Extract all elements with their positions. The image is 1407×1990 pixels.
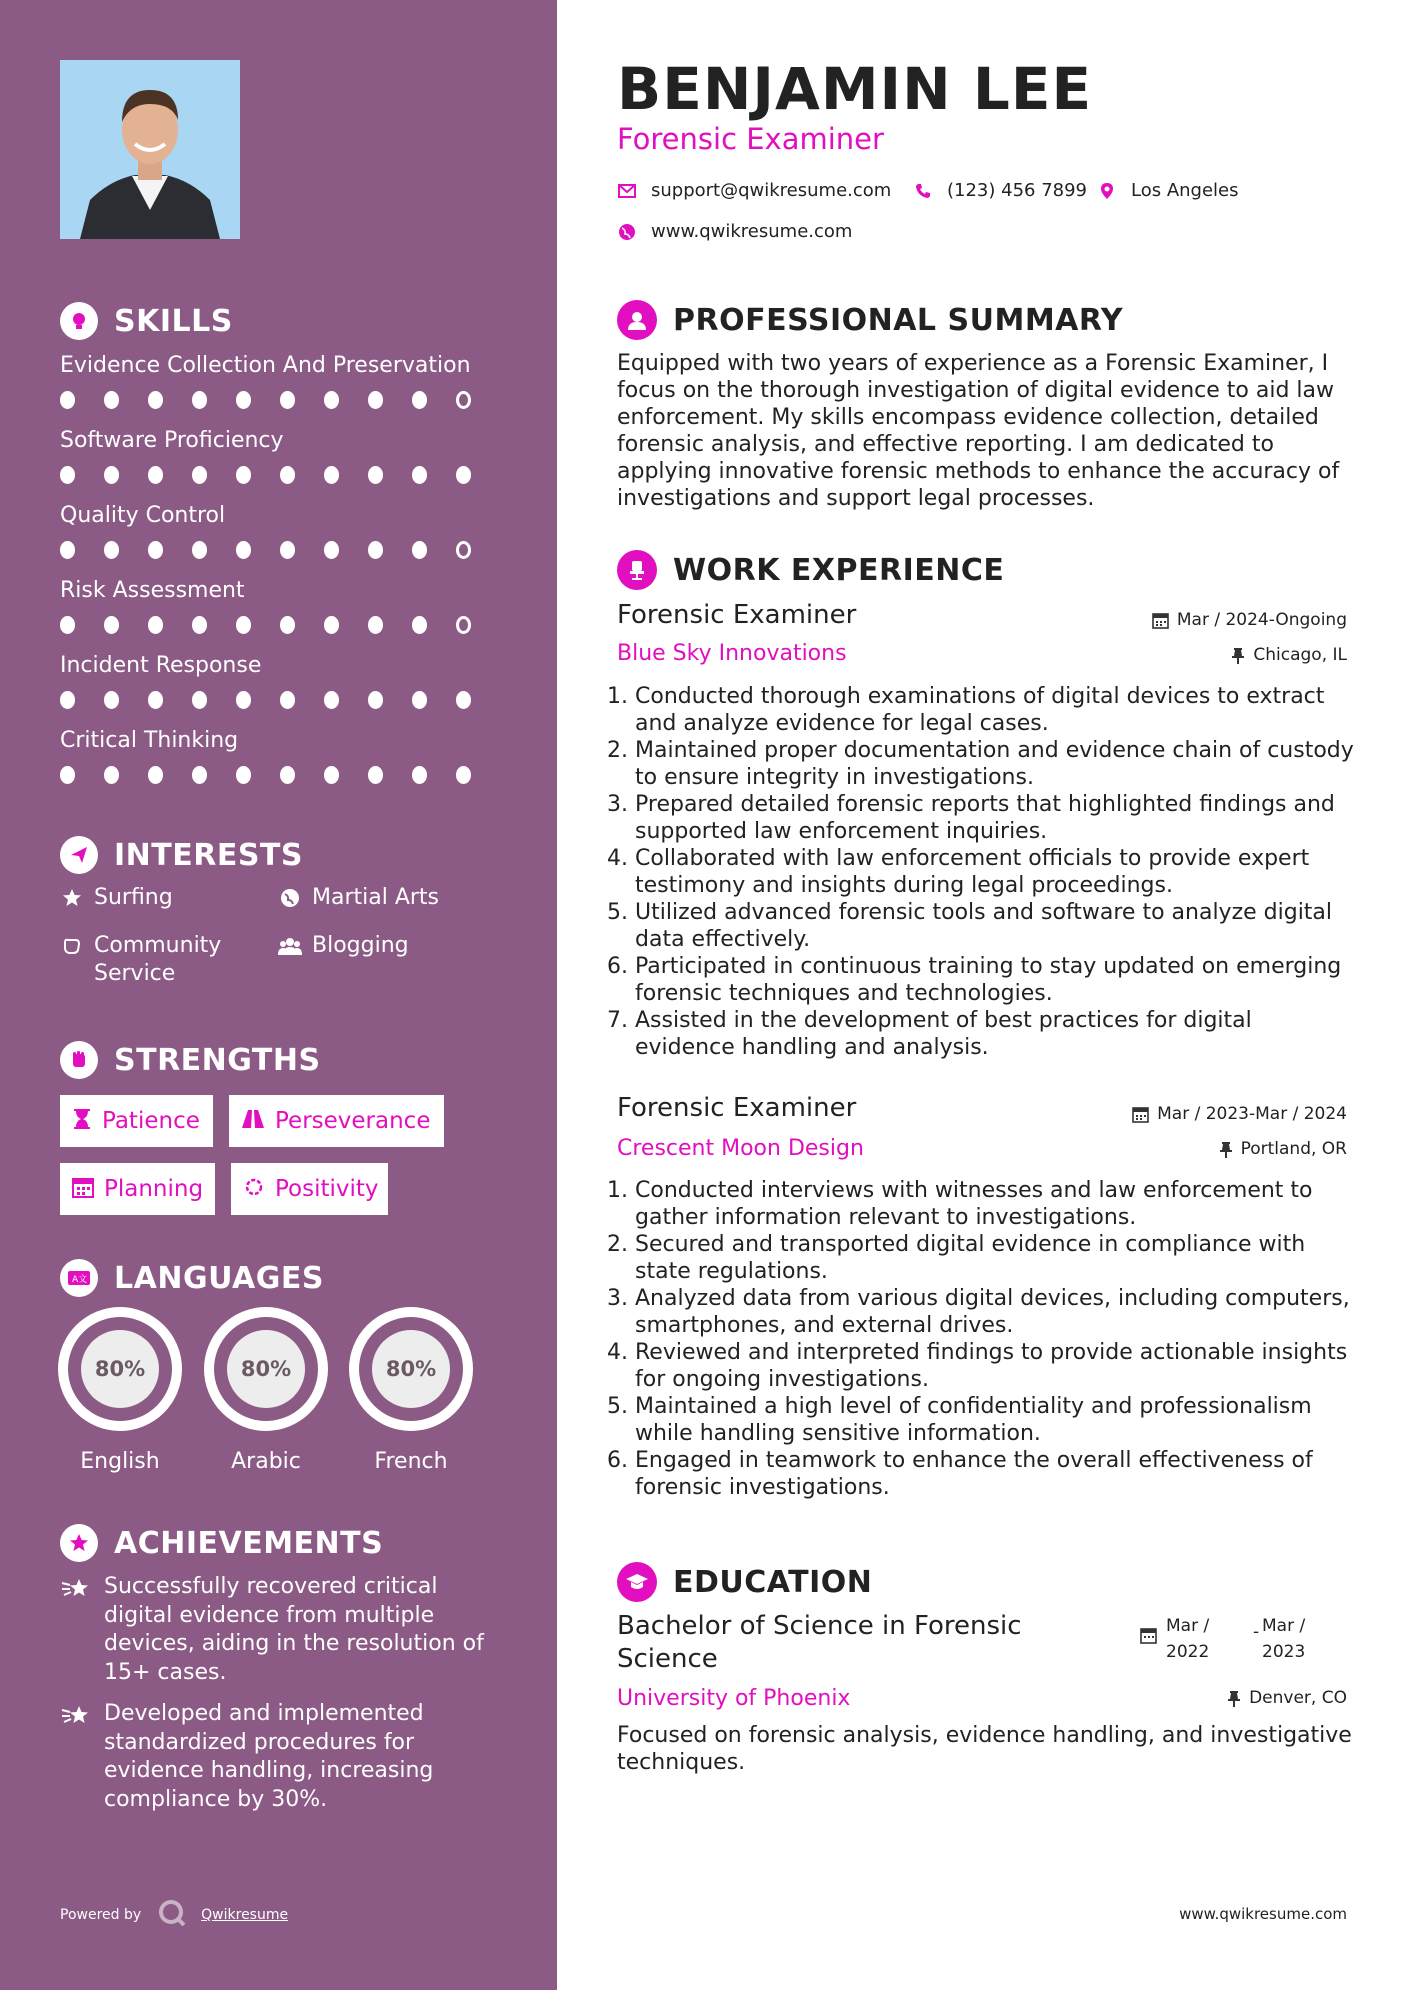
calendar-icon: [1152, 612, 1169, 629]
skill-rating: [60, 541, 500, 559]
contact-location: Los Angeles: [1097, 180, 1239, 201]
rating-dot-filled: [456, 466, 471, 484]
job-bullets: [635, 683, 1355, 1061]
rating-dot-filled: [412, 766, 427, 784]
edu-end-date: Mar / 2023: [1262, 1616, 1306, 1662]
job-bullet: 3. Prepared detailed forensic reports that highlighted findings and supported law enforcement inquiries.: [635, 791, 1355, 845]
rating-dot-filled: [192, 391, 207, 409]
job-bullet: 4. Reviewed and interpreted findings to provide actionable insights for ongoing investigations.: [635, 1339, 1355, 1393]
footer-url[interactable]: www.qwikresume.com: [1179, 1905, 1347, 1923]
skill-item: [60, 651, 500, 709]
rating-dot-filled: [60, 691, 75, 709]
job-location: Chicago, IL: [1231, 645, 1347, 665]
strength-badge: Positivity: [231, 1163, 388, 1215]
achievement-item: Successfully recovered critical digital evidence from multiple devices, aiding in the resolution of 15+ cases.: [60, 1573, 500, 1687]
svg-text:A文: A文: [72, 1275, 88, 1285]
rating-dot-filled: [280, 691, 295, 709]
interest-item: Community Service: [60, 932, 260, 988]
rating-dot-filled: [324, 616, 339, 634]
achievement-item: Developed and implemented standardized procedures for evidence handling, increasing compliance by 30%.: [60, 1700, 500, 1814]
rating-dot-filled: [236, 466, 251, 484]
hand-icon: [60, 932, 84, 960]
edu-start-date: Mar / 2022: [1166, 1616, 1210, 1662]
achievements-heading: ACHIEVEMENTS: [60, 1524, 383, 1562]
rating-dot-filled: [280, 616, 295, 634]
language-item: 80% French: [349, 1307, 473, 1474]
rating-dot-filled: [368, 391, 383, 409]
rating-dot-filled: [192, 466, 207, 484]
contact-email[interactable]: support@qwikresume.com: [617, 180, 891, 201]
envelope-icon: [617, 181, 637, 201]
languages-heading: A文 LANGUAGES: [60, 1259, 324, 1297]
interest-item: Blogging: [278, 932, 409, 960]
hourglass-icon: [72, 1108, 92, 1134]
rating-dot-filled: [236, 541, 251, 559]
phone-icon: [913, 181, 933, 201]
skill-name: Software Proficiency: [60, 428, 284, 453]
trophy-star-icon: [60, 1524, 98, 1562]
strengths-heading: STRENGTHS: [60, 1041, 321, 1079]
interest-item: Surfing: [60, 884, 173, 912]
rating-dot-filled: [104, 466, 119, 484]
job-bullet: 4. Collaborated with law enforcement officials to provide expert testimony and insights during legal proceedings.: [635, 845, 1355, 899]
rating-dot-filled: [192, 541, 207, 559]
rating-dot-filled: [192, 616, 207, 634]
date-separator: -: [1253, 1622, 1260, 1642]
job-bullet: 2. Secured and transported digital evidence in compliance with state regulations.: [635, 1231, 1355, 1285]
powered-by: Powered by Qwikresume: [60, 1898, 288, 1932]
rating-dot-empty: [456, 541, 471, 559]
rating-dot-filled: [368, 541, 383, 559]
chair-icon: [617, 550, 657, 590]
skill-item: [60, 576, 500, 634]
sun-icon: [243, 1176, 265, 1202]
map-pin-icon: [1097, 181, 1117, 201]
rating-dot-filled: [412, 691, 427, 709]
sidebar: [0, 0, 557, 1990]
rating-dot-filled: [368, 466, 383, 484]
globe-icon: [278, 884, 302, 912]
candidate-role: Forensic Examiner: [617, 122, 884, 156]
contact-phone[interactable]: (123) 456 7899: [913, 180, 1087, 201]
job-title: Forensic Examiner: [617, 600, 857, 630]
skill-rating: [60, 766, 500, 784]
contact-website[interactable]: www.qwikresume.com: [617, 221, 852, 242]
job-bullet: 1. Conducted thorough examinations of digital devices to extract and analyze evidence for legal cases.: [635, 683, 1355, 737]
job-dates: Mar / 2023-Mar / 2024: [1132, 1104, 1347, 1124]
calendar-icon: [72, 1176, 94, 1202]
fist-icon: [60, 1041, 98, 1079]
language-icon: [60, 1259, 98, 1297]
calendar-icon: [1132, 1106, 1149, 1123]
qwikresume-logo-icon: [157, 1898, 187, 1932]
rating-dot-filled: [324, 691, 339, 709]
skill-rating: [60, 466, 500, 484]
job-company: Blue Sky Innovations: [617, 641, 847, 666]
education-heading: EDUCATION: [617, 1562, 872, 1602]
rating-dot-filled: [236, 616, 251, 634]
star-icon: [60, 884, 84, 912]
strength-badge: Planning: [60, 1163, 215, 1215]
rating-dot-empty: [456, 616, 471, 634]
interests-heading: INTERESTS: [60, 836, 303, 874]
rating-dot-filled: [368, 691, 383, 709]
rating-dot-filled: [60, 391, 75, 409]
rating-dot-filled: [148, 766, 163, 784]
rating-dot-filled: [60, 466, 75, 484]
summary-heading: PROFESSIONAL SUMMARY: [617, 300, 1123, 340]
language-ring: 80%: [349, 1307, 473, 1431]
job-bullet: 1. Conducted interviews with witnesses and law enforcement to gather information relevant to investigations.: [635, 1177, 1355, 1231]
rating-dot-filled: [456, 691, 471, 709]
rating-dot-filled: [456, 766, 471, 784]
skill-item: [60, 351, 500, 409]
rating-dot-filled: [280, 466, 295, 484]
rating-dot-filled: [104, 616, 119, 634]
rating-dot-filled: [236, 391, 251, 409]
rating-dot-filled: [324, 466, 339, 484]
skill-name: Risk Assessment: [60, 578, 245, 603]
skill-item: [60, 726, 500, 784]
job-bullet: 7. Assisted in the development of best practices for digital evidence handling and analysis.: [635, 1007, 1355, 1061]
rating-dot-filled: [324, 766, 339, 784]
job-dates: Mar / 2024-Ongoing: [1152, 610, 1347, 630]
rating-dot-filled: [148, 541, 163, 559]
rating-dot-filled: [236, 766, 251, 784]
job-title: Forensic Examiner: [617, 1093, 857, 1123]
rating-dot-filled: [280, 391, 295, 409]
skill-item: [60, 501, 500, 559]
skill-rating: [60, 616, 500, 634]
degree-title: Bachelor of Science in Forensic Science: [617, 1611, 1022, 1674]
job-company: Crescent Moon Design: [617, 1136, 864, 1161]
rating-dot-filled: [192, 766, 207, 784]
rating-dot-filled: [412, 466, 427, 484]
rating-dot-filled: [412, 616, 427, 634]
rating-dot-filled: [280, 541, 295, 559]
road-icon: [241, 1109, 265, 1133]
language-item: 80% Arabic: [204, 1307, 328, 1474]
pushpin-icon: [1231, 647, 1245, 664]
job-bullet: 2. Maintained proper documentation and evidence chain of custody to ensure integrity in investigations.: [635, 737, 1355, 791]
lightbulb-icon: [60, 302, 98, 340]
rating-dot-filled: [192, 691, 207, 709]
rating-dot-empty: [456, 391, 471, 409]
rating-dot-filled: [412, 391, 427, 409]
language-ring: 80%: [58, 1307, 182, 1431]
rating-dot-filled: [236, 691, 251, 709]
strength-badge: Perseverance: [229, 1095, 444, 1147]
shooting-star-icon: [60, 1573, 92, 1603]
skill-rating: [60, 691, 500, 709]
rating-dot-filled: [104, 766, 119, 784]
job-bullet: 6. Engaged in teamwork to enhance the overall effectiveness of forensic investigations.: [635, 1447, 1355, 1501]
job-bullets: [635, 1177, 1355, 1501]
job-bullet: 5. Utilized advanced forensic tools and software to analyze digital data effectively.: [635, 899, 1355, 953]
language-ring: 80%: [204, 1307, 328, 1431]
rating-dot-filled: [148, 466, 163, 484]
rating-dot-filled: [368, 766, 383, 784]
skill-name: Critical Thinking: [60, 728, 239, 753]
calendar-icon: [1140, 1627, 1157, 1648]
summary-text: Equipped with two years of experience as a Forensic Examiner, I focus on the thorough investigation of digital evidence to aid law enforcement. My skills encompass evidence collection, detailed forensic analysis, and effective reporting. I am dedicated to applying innovative forensic methods to enhance the accuracy of investigations and support legal processes.: [617, 351, 1340, 511]
job-location: Portland, OR: [1219, 1139, 1347, 1159]
paper-plane-icon: [60, 836, 98, 874]
graduation-cap-icon: [617, 1562, 657, 1602]
rating-dot-filled: [60, 766, 75, 784]
school-name: University of Phoenix: [617, 1686, 851, 1711]
rating-dot-filled: [104, 691, 119, 709]
education-description: Focused on forensic analysis, evidence handling, and investigative techniques.: [617, 1723, 1352, 1775]
strength-badge: Patience: [60, 1095, 213, 1147]
rating-dot-filled: [60, 541, 75, 559]
skill-name: Incident Response: [60, 653, 262, 678]
brand-link[interactable]: Qwikresume: [201, 1907, 289, 1923]
job-bullet: 6. Participated in continuous training to stay updated on emerging forensic techniques and technologies.: [635, 953, 1355, 1007]
job-bullet: 3. Analyzed data from various digital devices, including computers, smartphones, and external drives.: [635, 1285, 1355, 1339]
rating-dot-filled: [324, 541, 339, 559]
rating-dot-filled: [412, 541, 427, 559]
skill-rating: [60, 391, 500, 409]
language-item: 80% English: [58, 1307, 182, 1474]
pushpin-icon: [1227, 1690, 1241, 1707]
rating-dot-filled: [104, 541, 119, 559]
job-bullet: 5. Maintained a high level of confidentiality and professionalism while handling sensitive information.: [635, 1393, 1355, 1447]
shooting-star-icon: [60, 1700, 92, 1730]
skill-name: Evidence Collection And Preservation: [60, 353, 471, 378]
rating-dot-filled: [148, 616, 163, 634]
globe-icon: [617, 222, 637, 242]
edu-location: Denver, CO: [1227, 1688, 1347, 1708]
rating-dot-filled: [280, 766, 295, 784]
profile-photo: [60, 60, 240, 239]
rating-dot-filled: [60, 616, 75, 634]
rating-dot-filled: [324, 391, 339, 409]
rating-dot-filled: [368, 616, 383, 634]
rating-dot-filled: [148, 391, 163, 409]
experience-heading: WORK EXPERIENCE: [617, 550, 1004, 590]
pushpin-icon: [1219, 1141, 1233, 1158]
user-icon: [617, 300, 657, 340]
skills-heading: SKILLS: [60, 302, 233, 340]
candidate-name: BENJAMIN LEE: [617, 55, 1093, 123]
skill-name: Quality Control: [60, 503, 226, 528]
interest-item: Martial Arts: [278, 884, 439, 912]
skill-item: [60, 426, 500, 484]
rating-dot-filled: [148, 691, 163, 709]
users-icon: [278, 932, 302, 960]
rating-dot-filled: [104, 391, 119, 409]
